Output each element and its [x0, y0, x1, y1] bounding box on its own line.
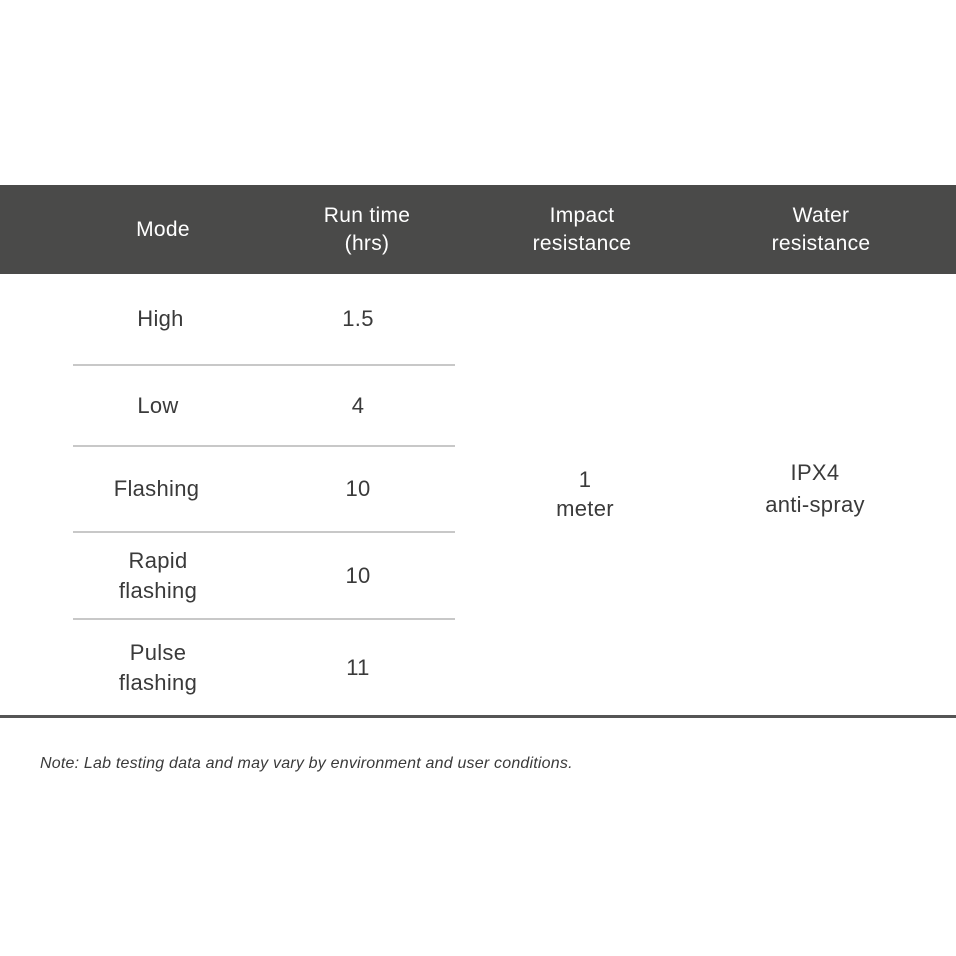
footnote: Note: Lab testing data and may vary by environment and user conditions.: [40, 755, 573, 772]
row-mode-pulse-flashing: Pulse flashing: [118, 639, 198, 695]
water-resistance-value: IPX4 anti-spray: [765, 460, 865, 517]
table-bottom-rule: [0, 715, 956, 718]
header-water-resistance: Water resistance: [771, 203, 871, 255]
row-runtime-low: 4: [351, 392, 365, 418]
impact-resistance-value: 1 meter: [556, 467, 614, 521]
header-impact-resistance: Impact resistance: [532, 203, 632, 255]
row-runtime-pulse-flashing: 11: [346, 654, 370, 680]
row-mode-low: Low: [137, 392, 179, 418]
table-header: [0, 185, 956, 274]
header-run-time: Run time (hrs): [323, 203, 411, 255]
row-mode-rapid-flashing: Rapid flashing: [118, 547, 198, 603]
row-runtime-flashing: 10: [345, 476, 371, 501]
row-runtime-high: 1.5: [342, 306, 374, 331]
header-mode: Mode: [136, 217, 190, 241]
row-runtime-rapid-flashing: 10: [345, 562, 371, 588]
row-mode-flashing: Flashing: [113, 476, 200, 501]
row-mode-high: High: [137, 306, 184, 331]
